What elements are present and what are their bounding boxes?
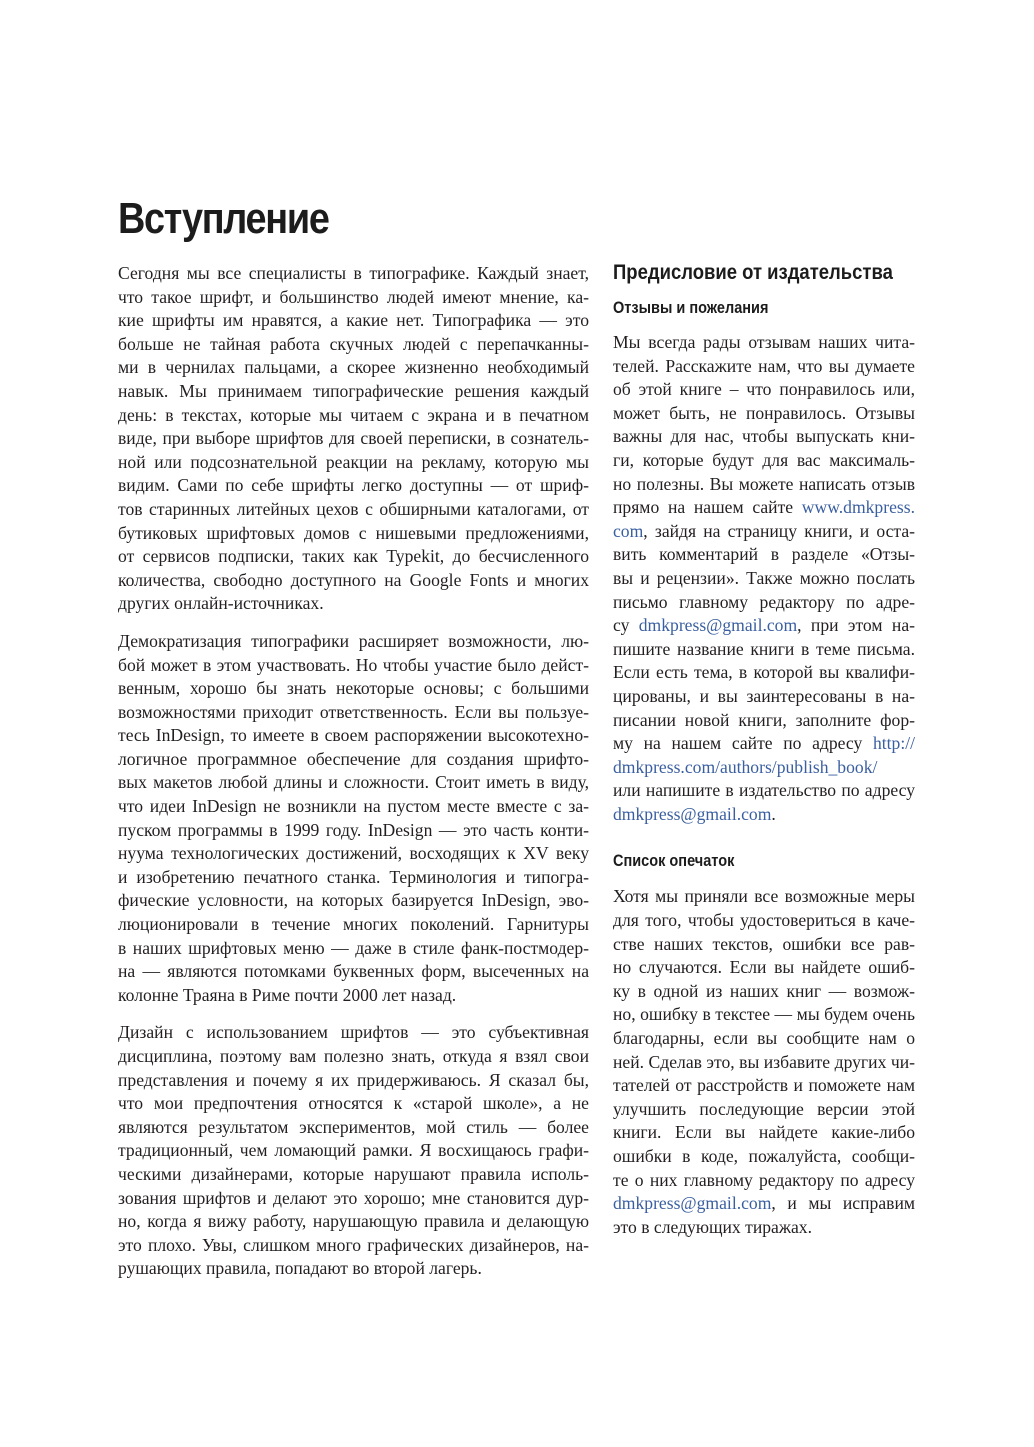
text-line: бой может в этом участвовать. Но чтобы участие было дейст- (118, 654, 589, 675)
text-line: фические условности, на которых базируется InDesign, эво- (118, 890, 589, 911)
text-line (613, 591, 915, 615)
text-segment: цированы, и вы заинтересованы в на- (613, 685, 915, 706)
text-segment: но случаются. Если вы найдете ошиб- (613, 957, 915, 978)
body-paragraph (118, 1021, 589, 1281)
text-line: люционировали в течение многих поколений. Гарнитуры (118, 914, 589, 935)
text-line: колонне Траяна в Риме почти 2000 лет назад. (118, 984, 457, 1005)
text-line: ческими дизайнерами, которые нарушают правила исполь- (118, 1163, 589, 1184)
text-line (613, 1074, 915, 1098)
text-line: на — являются потомками буквенных форм, высеченных на (118, 961, 589, 982)
text-line (613, 779, 915, 803)
text-segment: стве наших текстов, ошибки все рав- (613, 933, 915, 954)
text-segment: письмо главному редактору по адре- (613, 591, 915, 612)
text-line (613, 661, 915, 685)
text-line (613, 402, 915, 426)
text-line (613, 1098, 915, 1122)
text-segment: тателей от расстройств и поможете нам (613, 1075, 915, 1096)
text-segment: му на нашем сайте по адресу (613, 733, 873, 754)
text-line: это плохо. Увы, слишком много графических дизайнеров, на- (118, 1234, 589, 1255)
text-segment: это в следующих тиражах. (613, 1216, 812, 1237)
hyperlink[interactable]: dmkpress@gmail.com (613, 1193, 772, 1214)
text-line: кие шрифты им нравятся, а какие нет. Типографика — это (118, 310, 589, 331)
hyperlink[interactable]: http:// (872, 733, 915, 754)
text-line (613, 1121, 915, 1145)
text-line: что такое шрифт, и большинство людей имеют мнение, ка- (118, 286, 589, 307)
text-line (613, 756, 915, 780)
text-segment: , при этом на- (797, 615, 915, 636)
page-title: Вступление (118, 194, 329, 243)
text-line: день: в текстах, которые мы читаем с экрана и в печатном (118, 404, 589, 425)
text-segment: , зайдя на страницу книги, и оста- (643, 520, 915, 541)
text-line (613, 614, 915, 638)
publisher-foreword-column (613, 258, 915, 1239)
text-line: Демократизация типографики расширяет возможности, лю- (118, 630, 589, 651)
text-line: венным, хорошо бы знать некоторые основы; с большими (118, 678, 589, 699)
text-segment: об этой книге – что понравилось или, (613, 379, 915, 400)
text-line (613, 638, 915, 662)
hyperlink[interactable]: dmkpress@gmail.com (613, 803, 772, 824)
text-line: бутиковых шрифтовых домов с нишевыми предложениями, (118, 522, 589, 543)
text-line: но, когда я вижу работу, нарушающую правила и делающую (118, 1211, 589, 1232)
text-segment: те о них главному редактору по адресу (613, 1169, 915, 1190)
text-segment: . (771, 803, 776, 824)
text-line (613, 909, 915, 933)
feedback-subheading: Отзывы и пожелания (613, 299, 769, 317)
text-line: тов старинных литейных цехов с обширными каталогами, от (118, 498, 589, 519)
text-line: от сервисов подписки, таких как Typekit, до бесчисленного (118, 546, 589, 567)
text-line (613, 425, 915, 449)
feedback-paragraph (613, 331, 915, 826)
text-line (613, 1216, 915, 1240)
text-segment: ги, которые будут для вас максималь- (613, 449, 915, 470)
text-line: тесь InDesign, то имеете в своем распоряжении высокотехно- (118, 725, 589, 746)
text-segment: но, ошибку в текстее — мы будем очень (613, 1004, 915, 1025)
text-line: возможностями приходит ответственность. Если вы пользуе- (118, 701, 589, 722)
text-line (613, 1192, 915, 1216)
text-line (613, 980, 915, 1004)
text-line: в наших шрифтовых меню — даже в стиле фанк-постмодер- (118, 937, 589, 958)
text-line (613, 709, 915, 733)
text-segment: благодарны, если вы сообщите нам о (613, 1028, 915, 1049)
text-segment: книги. Если вы найдете какие-либо (613, 1122, 915, 1143)
hyperlink[interactable]: com (613, 520, 644, 541)
text-line: дисциплина, поэтому вам полезно знать, откуда я взял свои (118, 1046, 589, 1066)
text-line: видим. Сами по себе шрифты легко доступны — от шриф- (118, 475, 589, 496)
text-line (613, 1145, 915, 1169)
text-line: Дизайн с использованием шрифтов — это субъективная (118, 1022, 589, 1043)
text-line: логичное программное обеспечение для создания шрифто- (118, 748, 589, 769)
text-segment: но полезны. Вы можете написать отзыв (613, 473, 915, 494)
text-line (613, 685, 915, 709)
text-segment: Мы всегда рады отзывам наших чита- (613, 332, 915, 352)
hyperlink[interactable]: dmkpress@gmail.com (638, 615, 798, 636)
text-line (613, 567, 915, 591)
text-segment: прямо на нашем сайте (613, 497, 802, 518)
text-line (613, 885, 915, 909)
text-line (613, 933, 915, 957)
text-line: ми в чернилах пальцами, а скорее жизненно необходимый (118, 357, 589, 378)
text-segment: для того, чтобы удостовериться в каче- (613, 910, 915, 931)
text-line: представления и почему я их придерживаюсь. Я сказал бы, (118, 1069, 589, 1090)
text-line (613, 1051, 915, 1075)
text-segment: ку в одной из наших книг — возмож- (613, 980, 915, 1001)
text-line: рушающих правила, попадают во второй лагерь. (118, 1258, 482, 1279)
text-segment: ней. Сделав это, вы избавите других чи- (613, 1051, 915, 1072)
text-segment: телей. Расскажите нам, что вы думаете (613, 355, 915, 376)
text-line: зования шрифтов и делают это хорошо; мне становится дур- (118, 1187, 589, 1208)
text-line: традиционный, чем ломающий рамки. Я восхищаюсь графи- (118, 1140, 589, 1161)
text-line (613, 803, 915, 827)
foreword-sections (613, 296, 915, 1239)
hyperlink[interactable]: dmkpress.com/authors/publish_book/ (613, 756, 878, 777)
text-line: вых макетов любой длины и сложности. Стоит иметь в виду, (118, 772, 589, 793)
text-line (613, 496, 915, 520)
text-line (613, 378, 915, 402)
text-line: ной или подсознательной реакции на рекламу, которую мы (118, 451, 589, 472)
text-segment: вы и рецензии». Также можно послать (613, 567, 915, 588)
text-segment: или напишите в издательство по адресу (613, 780, 915, 801)
text-line (613, 956, 915, 980)
text-line: пуском программы в 1999 году. InDesign — это часть конти- (118, 819, 589, 840)
text-segment: ошибки в коде, пожалуйста, сообщи- (613, 1146, 915, 1166)
text-segment: , и мы исправим (771, 1193, 915, 1214)
text-segment: может быть, не понравилось. Отзывы (613, 402, 915, 423)
publisher-foreword-heading: Предисловие от издательства (613, 261, 893, 284)
text-segment: вить комментарий в разделе «Отзы- (613, 544, 915, 565)
text-line (613, 473, 915, 497)
text-line (613, 543, 915, 567)
text-line (613, 331, 915, 355)
body-paragraph (118, 630, 589, 1008)
errata-paragraph (613, 885, 915, 1239)
text-line: являются результатом экспериментов, мой стиль — более (118, 1116, 589, 1137)
text-line: количества, свободно доступного на Google Fonts и многих (118, 569, 589, 590)
text-line: Сегодня мы все специалисты в типографике. Каждый знает, (118, 263, 589, 283)
text-line (613, 449, 915, 473)
text-line: виде, при выборе шрифтов для своей переписки, в сознатель- (118, 428, 589, 449)
errata-subheading: Список опечаток (613, 852, 735, 871)
text-segment: Хотя мы приняли все возможные меры (613, 886, 915, 907)
text-line: других онлайн-источниках. (118, 593, 324, 614)
text-line: что мои предпочтения относятся к «старой школе», а не (118, 1093, 589, 1114)
text-segment: пишите название книги в теме письма. (613, 638, 915, 659)
main-text-column (118, 262, 589, 1281)
text-segment: писании новой книги, заполните фор- (613, 709, 915, 730)
text-line: и изобретению печатного станка. Терминология и типогра- (118, 866, 589, 887)
text-line (613, 1003, 915, 1027)
text-segment: Если есть тема, в которой вы квалифи- (613, 662, 915, 683)
text-segment: улучшить последующие версии этой (613, 1098, 915, 1119)
text-segment: важны для нас, чтобы выпускать кни- (613, 426, 915, 447)
text-line: нуума технологических достижений, восходящих к XV веку (118, 843, 589, 864)
text-line: навык. Мы принимаем типографические решения каждый (118, 380, 589, 401)
text-line (613, 1027, 915, 1051)
text-segment: су (613, 615, 639, 636)
text-line (613, 520, 915, 544)
hyperlink[interactable]: www.dmkpress. (801, 497, 915, 518)
text-line (613, 355, 915, 379)
text-line: что идеи InDesign не возникли на пустом месте вместе с за- (118, 796, 589, 817)
text-line: больше не тайная работа скучных людей с перепачканны- (118, 333, 589, 354)
text-line (613, 1169, 915, 1193)
body-paragraph (118, 262, 589, 616)
text-line (613, 732, 915, 756)
